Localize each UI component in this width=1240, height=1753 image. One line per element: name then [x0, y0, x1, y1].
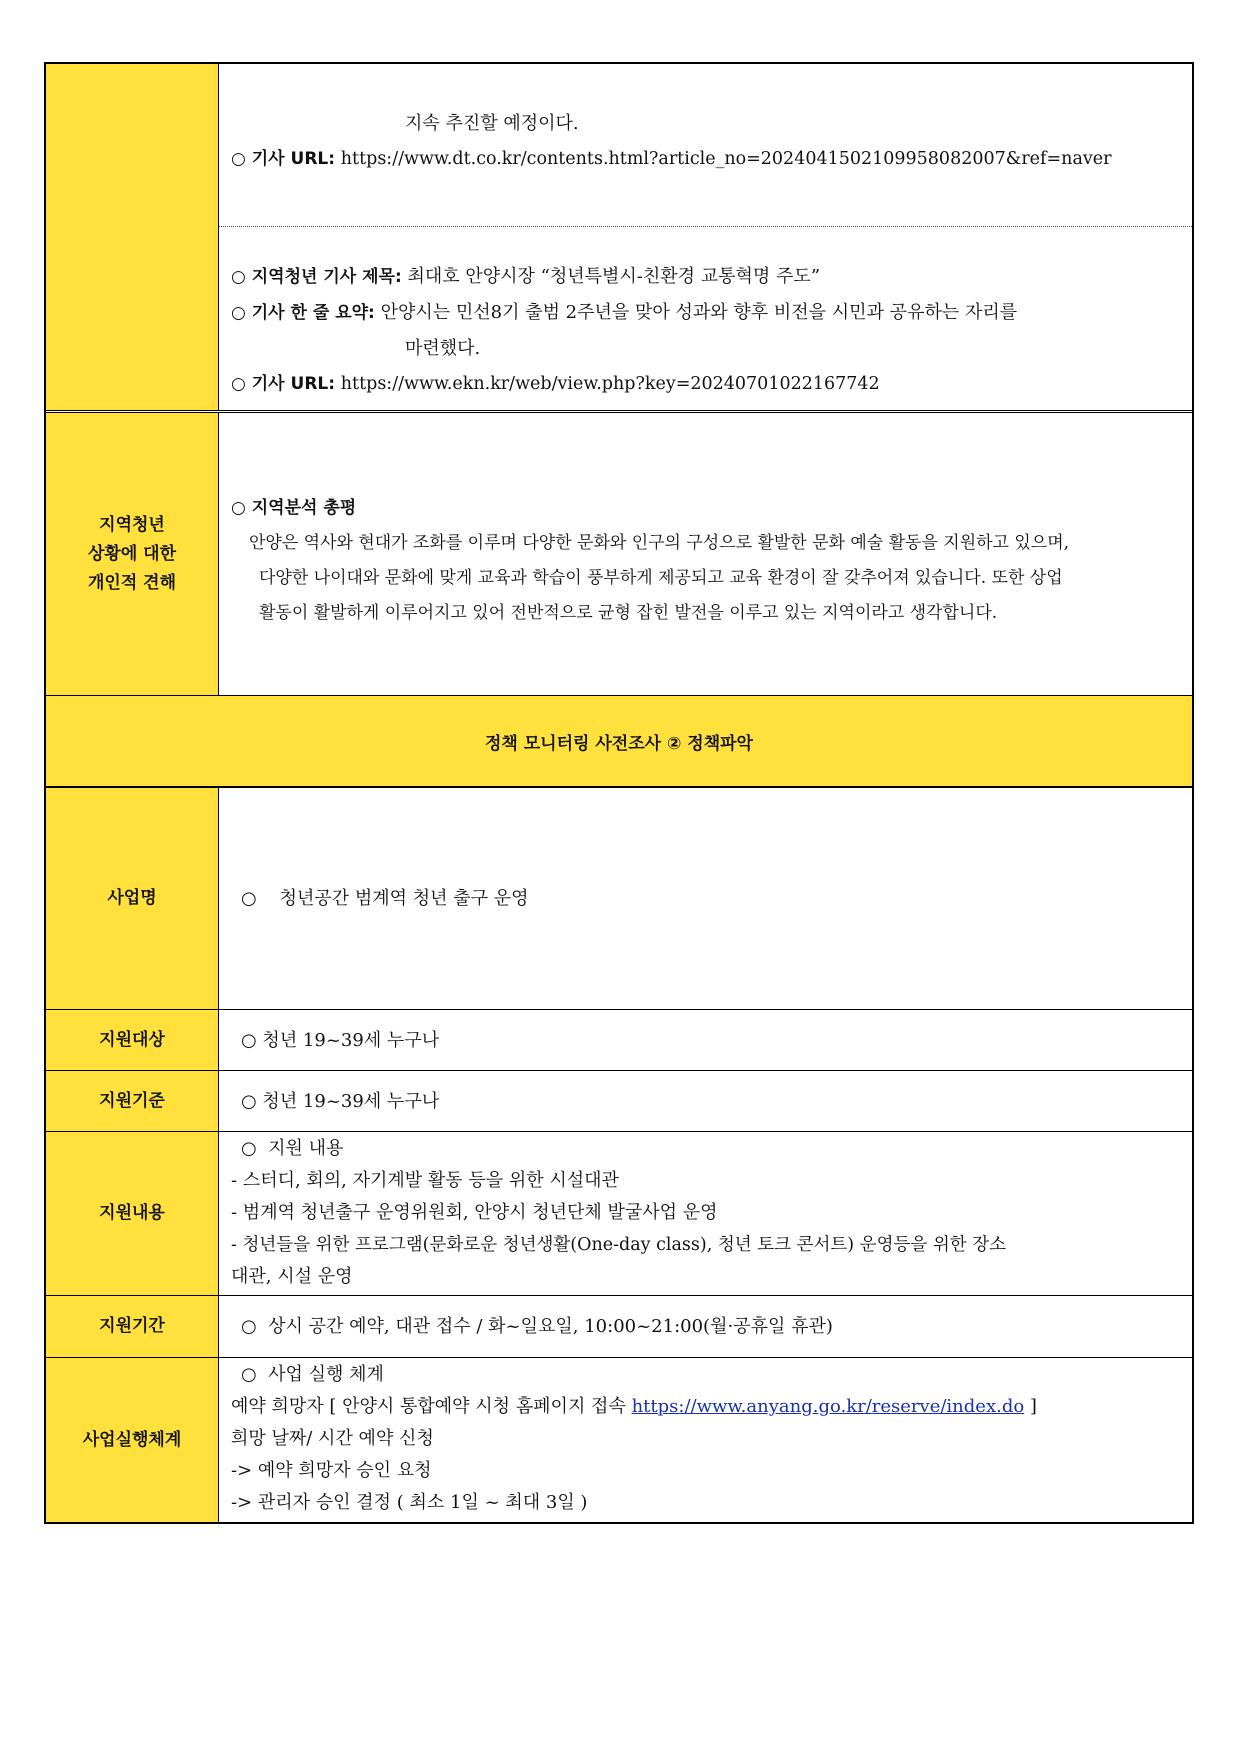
- target-value: ○ 청년 19~39세 누구나: [241, 1029, 440, 1051]
- opinion-line-1: 안양은 역사와 현대가 조화를 이루며 다양한 문화와 인구의 구성으로 활발한 문화 예술 활동을 지원하고 있으며,: [249, 533, 1070, 553]
- period-content: [219, 1296, 1192, 1357]
- article-title-label: ○ 지역청년 기사 제목:: [231, 267, 402, 287]
- article-title: 최대호 안양시장 “청년특별시-친환경 교통혁명 주도”: [407, 266, 821, 287]
- contents-content: [219, 1132, 1192, 1295]
- period-label: 지원기간: [46, 1296, 219, 1357]
- system-content: [219, 1358, 1192, 1522]
- target-row: [46, 1009, 1192, 1070]
- article-url-line: [231, 366, 1184, 402]
- opinion-label-line3: 개인적 견해: [87, 572, 177, 593]
- previous-article-cell: [219, 64, 1192, 226]
- section-banner: 정책 모니터링 사전조사 ② 정책파악: [46, 695, 1192, 786]
- opinion-line-3: 활동이 활발하게 이루어지고 있어 전반적으로 균형 잡힌 발전을 이루고 있는 지역이라고 생각합니다.: [259, 603, 998, 623]
- prev-url: https://www.dt.co.kr/contents.html?article_no=2024041502109958082007&ref=naver: [340, 149, 1112, 169]
- criteria-row: [46, 1070, 1192, 1131]
- period-row: [46, 1295, 1192, 1357]
- contents-line-5: 대관, 시설 운영: [231, 1266, 353, 1287]
- contents-line-3: - 범계역 청년출구 운영위원회, 안양시 청년단체 발굴사업 운영: [231, 1202, 718, 1223]
- criteria-value: ○ 청년 19~39세 누구나: [241, 1090, 440, 1112]
- business-name-value: ○ 청년공간 범계역 청년 출구 운영: [241, 888, 529, 909]
- article-title-line: [231, 259, 1184, 295]
- opinion-label: [46, 413, 219, 695]
- system-line-1: ○ 사업 실행 체계: [241, 1364, 384, 1385]
- opinion-heading: ○ 지역분석 총평: [231, 498, 357, 518]
- contents-line-2: - 스터디, 회의, 자기계발 활동 등을 위한 시설대관: [231, 1170, 619, 1191]
- current-article-cell: [219, 226, 1192, 410]
- opinion-row: [46, 410, 1192, 695]
- article-row-content: [219, 64, 1192, 410]
- opinion-content: [219, 413, 1192, 695]
- contents-line-1: ○ 지원 내용: [241, 1138, 344, 1159]
- contents-line-4: - 청년들을 위한 프로그램(문화로운 청년생활(One-day class), 청년 토크 콘서트) 운영등을 위한 장소: [231, 1235, 1007, 1255]
- business-name-label: 사업명: [46, 788, 219, 1009]
- opinion-line-2: 다양한 나이대와 문화에 맞게 교육과 학습이 풍부하게 제공되고 교육 환경이 잘 갖추어져 있습니다. 또한 상업: [259, 568, 1063, 588]
- business-name-row: [46, 786, 1192, 1009]
- contents-row: [46, 1131, 1192, 1295]
- system-label: 사업실행체계: [46, 1358, 219, 1522]
- article-row: [46, 64, 1192, 410]
- article-summary-label: ○ 기사 한 줄 요약:: [231, 303, 375, 323]
- prev-continuation: 지속 추진할 예정이다.: [405, 113, 579, 134]
- criteria-label: 지원기준: [46, 1071, 219, 1131]
- opinion-label-line1: 지역청년: [99, 514, 165, 535]
- business-name-content: [219, 788, 1192, 1009]
- system-line-2-post: ]: [1024, 1396, 1037, 1417]
- article-summary-line: [231, 295, 1184, 331]
- policy-form-table: [44, 62, 1194, 1524]
- target-label: 지원대상: [46, 1010, 219, 1070]
- system-line-4: -> 예약 희망자 승인 요청: [231, 1460, 432, 1481]
- prev-url-line: [231, 141, 1184, 177]
- criteria-content: [219, 1071, 1192, 1131]
- opinion-label-line2: 상황에 대한: [87, 543, 177, 564]
- article-url-label: ○ 기사 URL:: [231, 374, 336, 394]
- system-row: [46, 1357, 1192, 1522]
- target-content: [219, 1010, 1192, 1070]
- contents-label: 지원내용: [46, 1132, 219, 1295]
- article-summary-cont: 마련했다.: [405, 338, 481, 359]
- article-url: https://www.ekn.kr/web/view.php?key=20240701022167742: [340, 374, 880, 394]
- article-row-label: [46, 64, 219, 410]
- prev-url-label: ○ 기사 URL:: [231, 149, 336, 169]
- system-line-5: -> 관리자 승인 결정 ( 최소 1일 ~ 최대 3일 ): [231, 1492, 588, 1513]
- article-summary: 안양시는 민선8기 출범 2주년을 맞아 성과와 향후 비전을 시민과 공유하는 자리를: [380, 302, 1018, 323]
- system-line-3: 희망 날짜/ 시간 예약 신청: [231, 1428, 434, 1449]
- system-line-2-pre: 예약 희망자 [ 안양시 통합예약 시청 홈페이지 접속: [231, 1396, 632, 1417]
- system-line-2: [231, 1391, 1184, 1423]
- reserve-link[interactable]: https://www.anyang.go.kr/reserve/index.do: [631, 1396, 1025, 1417]
- period-value: ○ 상시 공간 예약, 대관 접수 / 화~일요일, 10:00~21:00(월·공휴일 휴관): [241, 1316, 833, 1337]
